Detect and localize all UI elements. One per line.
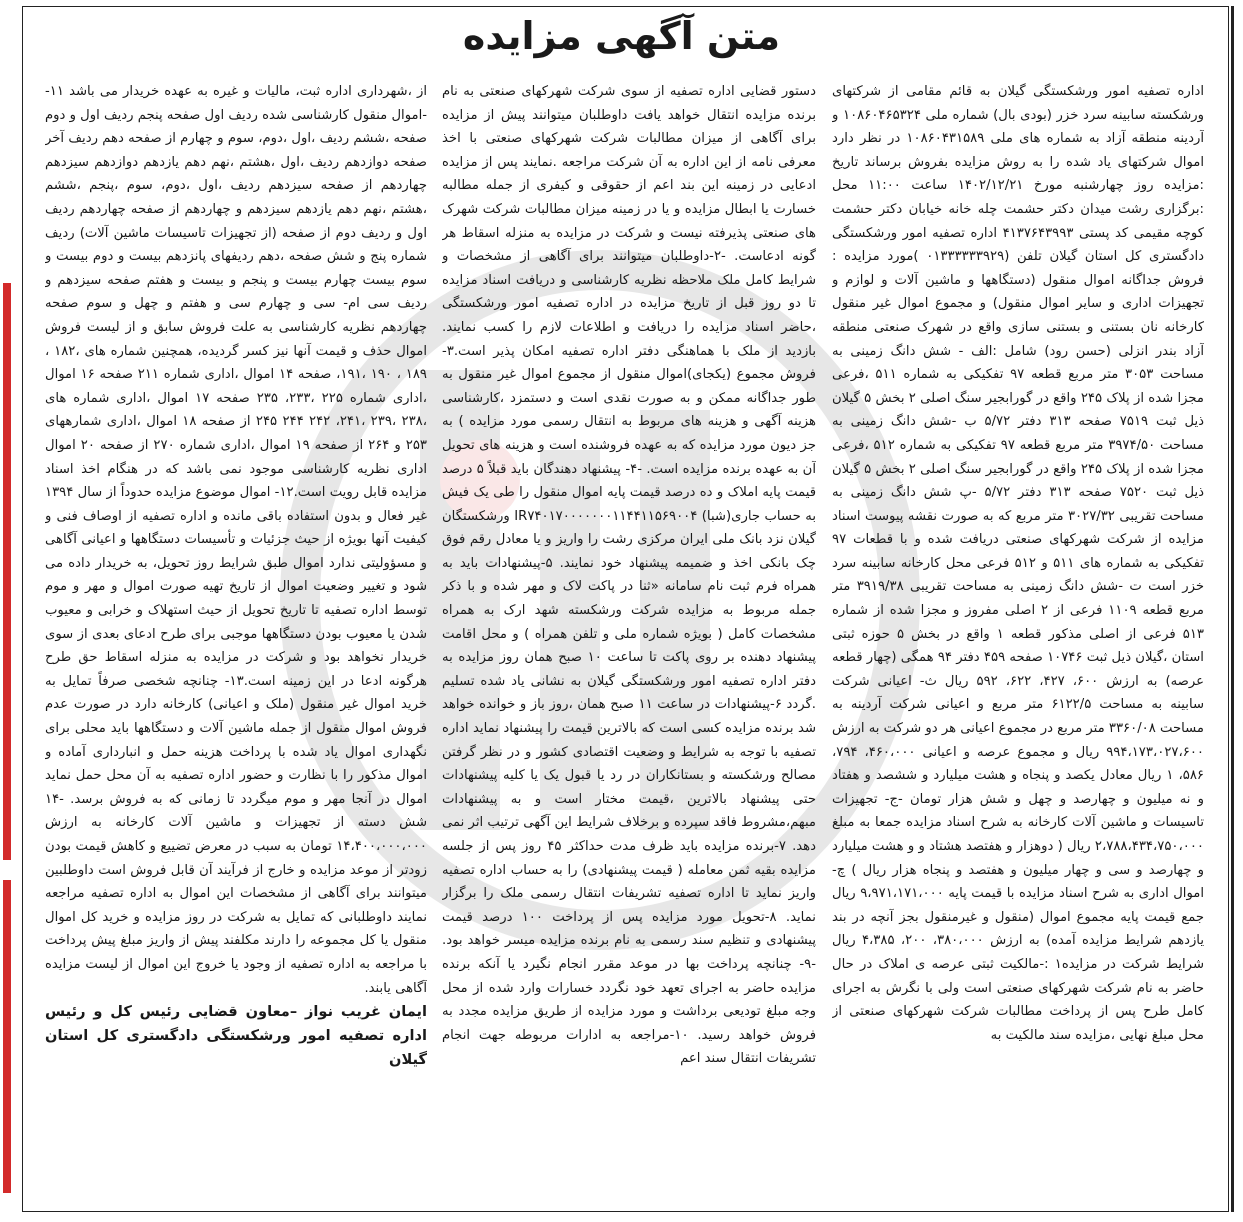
text-column-middle bbox=[442, 80, 816, 1186]
text-column-right bbox=[832, 80, 1204, 1186]
column-text: دستور قضایی اداره تصفیه از سوی شرکت شهرکهای صنعتی به نام برنده مزایده انتقال خواهد یافت داوطلبان میتوانند پیش از مزایده برای آگاهی از میزان مطالبات شرکت شهرکهای صنعتی با اخذ معرفی نامه از این اداره به آن شرکت مراجعه .نمایند پس از مزایده ادعایی در زمینه این بند اعم از حقوقی و کیفری از جمله مطالبه خسارت یا ابطال مزایده و یا در زمینه میزان مطالبات شرکت شهرک های صنعتی پذیرفته نیست و شرکت در مزایده به منزله اسقاط هر گونه ادعاست. -۲-داوطلبان میتوانند برای آگاهی از مشخصات و شرایط کامل ملک ملاحظه نظریه کارشناسی و دریافت اسناد مزایده تا دو روز قبل از تاریخ مزایده در اداره تصفیه امور ورشکستگی ،حاضر اسناد مزایده را دریافت و اطلاعات لازم را کسب نمایند. بازدید از ملک با هماهنگی دفتر اداره تصفیه امکان پذیر است.۳- فروش مجموع (یکجای)اموال منقول از مجموع اموال غیر منقول به طور جداگانه ممکن و به صورت نقدی است و دستمزد ،کارشناسی هزینه آگهی و هزینه های مربوط به انتقال رسمی مورد مزایده ) به جز دیون مورد مزایده که به عهده فروشنده است و هزینه های تحویل آن به عهده برنده مزایده است. -۴- پیشنهاد دهندگان باید قبلاً ۵ درصد قیمت پایه املاک و ده درصد قیمت پایه اموال منقول را طی یک فیش به حساب جاری(شبا) IR۷۴۰۱۷۰۰۰۰۰۰۰۱۱۴۴۱۱۵۶۹۰۰۴ ورشکستگان گیلان نزد بانک ملی ایران مرکزی رشت را واریز و یا معادل رقم فوق چک بانکی اخذ و ضمیمه پیشنهاد خود نمایند. ۵-پیشنهادات باید به همراه فرم ثبت نام سامانه «ثنا در پاکت لاک و مهر شده و با ذکر جمله مربوط به مزایده شرکت ورشکسته شهد ارک به همراه مشخصات کامل ( بویژه شماره ملی و تلفن همراه ) و محل اقامت پیشنهاد دهنده بر روی پاکت تا ساعت ۱۰ صبح همان روز مزایده به دفتر اداره تصفیه امور ورشکستگی گیلان به نشانی یاد شده تسلیم .گردد ۶-پیشنهادات در ساعت ۱۱ صبح همان ،روز باز و خوانده خواهد شد برنده مزایده کسی است که بالاترین قیمت را پیشنهاد نماید اداره تصفیه با توجه به شرایط و وضعیت اقتصادی کشور و در نظر گرفتن مصالح ورشکسته و بستانکاران در رد یا قبول یک یا کلیه پیشنهادات حتی پیشنهاد بالاترین ،قیمت مختار است و به پیشنهادات مبهم،مشروط فاقد سپرده و برخلاف شرایط این آگهی ترتیب اثر نمی دهد. ۷-برنده مزایده باید ظرف مدت حداکثر ۴۵ روز پس از جلسه مزایده بقیه ثمن معامله ( قیمت پیشنهادی) را به حساب اداره تصفیه واریز نماید تا اداره تصفیه تشریفات انتقال رسمی ملک را برگزار نماید. ۸-تحویل مورد مزایده پس از پرداخت ۱۰۰ درصد قیمت پیشنهادی و تنظیم سند رسمی به نام برنده مزایده میسر خواهد بود. -۹- چنانچه پرداخت بها در موعد مقرر انجام نگیرد یا آنکه برنده مزایده حاضر به اجرای تعهد خود نگردد خسارات وارد شده از محل وجه مبلغ تودیعی برداشت و مورد مزایده از طریق مزایده مجدد به فروش خواهد رسید. ۱۰-مراجعه به ادارات مربوطه جهت انجام تشریفات انتقال سند اعم bbox=[442, 84, 816, 1067]
column-text: از ،شهرداری اداره ثبت، مالیات و غیره به عهده خریدار می باشد ۱۱- -اموال منقول کارشناسی شده ردیف اول صفحه پنجم ردیف اول و دوم صفحه ،ششم ردیف ،اول ،دوم، سوم و چهارم از صفحه دهم ردیف آخر صفحه دوازدهم ردیف ،اول ،هشتم ،نهم دهم یازدهم دوازدهم سیزدهم چهاردهم از صفحه سیزدهم ردیف ،اول ،دوم، سوم ،پنجم ،ششم ،هشتم ،نهم دهم یازدهم سیزدهم و چهاردهم از صفحه چهاردهم ردیف اول و ردیف دوم از صفحه (از تجهیزات تاسیسات ماشین آلات) ردیف شماره پنج و شش صفحه ،دهم ردیفهای پانزدهم بیست و دوم بیست و سوم بیست چهارم بیست و پنجم و بیست و هفتم صفحه سیزدهم و ردیف سی ام- سی و چهارم سی و هفتم و چهل و سوم صفحه چهاردهم نظریه کارشناسی به علت فروش سابق و از لیست فروش اموال حذف و قیمت آنها نیز کسر گردیده، همچنین شماره های ،۱۸۲ ، ۱۸۹ ، ۱۹۰ ،۱۹۱، صفحه ۱۴ اموال ،اداری شماره ۲۱۱ صفحه ۱۶ اموال ،اداری شماره ۲۲۵ ،۲۳۳، ۲۳۵ صفحه ۱۷ اموال ،اداری شماره های ،۲۳۸ ،۲۳۹ ،۲۴۱، ۲۴۲ ۲۴۴ ۲۴۵ از صفحه ۱۸ اموال ،اداری شمارههای ۲۵۳ و ۲۶۴ از صفحه ۱۹ اموال ،اداری شماره ۲۷۰ از صفحه ۲۰ اموال اداری نظریه کارشناسی موجود نمی باشد که در هنگام اخذ اسناد مزایده قابل رویت است.۱۲- اموال موضوع مزایده حدوداً از سال ۱۳۹۴ غیر فعال و بدون استفاده باقی مانده و اداره تصفیه از اوصاف فنی و کیفیت آنها بویژه از حیث جزئیات و تأسیسات دستگاهها و اعیانی آگاهی و مسؤولیتی ندارد اموال طبق شرایط روز تحویل، به خریدار داده می شود و تغییر وضعیت اموال از تاریخ تهیه صورت اموال و مهر و موم توسط اداره تصفیه تا تاریخ تحویل از حیث استهلاک و خرابی و معیوب شدن یا معیوب بودن دستگاهها موجبی برای طرح ادعای بعدی از سوی خریدار نخواهد بود و شرکت در مزایده به منزله اسقاط حق طرح هرگونه ادعا در این زمینه است.۱۳- چنانچه شخصی صرفاً تمایل به خرید اموال غیر منقول (ملک و اعیانی) کارخانه دارد در صورت عدم فروش اموال منقول از جمله ماشین آلات و دستگاهها باید محلی برای نگهداری اموال یاد شده با پرداخت هزینه حمل و انبارداری آماده و اموال مذکور را با نظارت و حضور اداره تصفیه به آن محل حمل نماید اموال در آنجا مهر و موم میگردد تا زمانی که به فروش برسد. -۱۴ شش دسته از تجهیزات و ماشین آلات کارخانه به ارزش ۱۴،۴۰۰،۰۰۰،۰۰۰ تومان به سبب در معرض تضییع و کاهش قیمت بودن زودتر از موعد مزایده و خارج از فرآیند آن قابل فروش است داوطلبین میتوانند برای آگاهی از مشخصات این اموال به اداره تصفیه مراجعه نمایند داوطلبانی که تمایل به شرکت در روز مزایده و خرید کل اموال منقول یا کل مجموعه را دارند مکلفند پیش از واریز مبلغ پیش پرداخت با مراجعه به اداره تصفیه از وجود یا خروج این اموال از لیست مزایده آگاهی یابند. bbox=[45, 84, 427, 996]
column-text: اداره تصفیه امور ورشکستگی گیلان به قائم مقامی از شرکتهای ورشکسته سابینه سرد خزر (بودی بال) شماره ملی ۱۰۸۶۰۴۶۵۳۲۴ و آردینه منطقه آزاد به شماره های ملی ۱۰۸۶۰۴۳۱۵۸۹ در نظر دارد اموال شرکتهای یاد شده را به روش مزایده بفروش برساند تاریخ :مزایده روز چهارشنبه مورخ ۱۴۰۲/۱۲/۲۱ ساعت ۱۱:۰۰ محل :برگزاری رشت میدان دکتر حشمت چله خانه خیابان دکتر حشمت کوچه مقیمی کد پستی ۴۱۳۷۶۴۳۹۹۳ اداره تصفیه امور ورشکستگی دادگستری کل استان گیلان تلفن (۰۱۳۳۳۳۳۳۹۲۹ )مورد مزایده : فروش جداگانه اموال منقول (دستگاهها و ماشین آلات و لوازم و تجهیزات اداری و سایر اموال منقول) و مجموع اموال غیر منقول کارخانه نان بستنی و بستنی سازی واقع در شهرک صنعتی منطقه آزاد بندر انزلی (حسن رود) شامل :الف - شش دانگ زمینی به مساحت ۳۰۵۳ متر مربع قطعه ۹۷ تفکیکی به شماره ۵۱۱ ،فرعی مجزا شده از پلاک ۲۴۵ واقع در گورابجیر سنگ اصلی ۲ بخش ۵ گیلان ذیل ثبت ۷۵۱۹ صفحه ۳۱۳ دفتر ۵/۷۲ ب -شش دانگ زمینی به مساحت ۳۹۷۴/۵۰ متر مربع قطعه ۹۷ تفکیکی به شماره ۵۱۲ ،فرعی مجزا شده از پلاک ۲۴۵ واقع در گورابجیر سنگ اصلی ۲ بخش ۵ گیلان ذیل ثبت ۷۵۲۰ صفحه ۳۱۳ دفتر ۵/۷۲ -پ شش دانگ زمینی به مساحت تقریبی ۳۰۲۷/۳۲ متر مربع که به صورت نقشه پیوست اسناد مزایده از شرکت شهرکهای صنعتی دریافت شده و با قطعات ۹۷ تفکیکی به شماره های ۵۱۱ و ۵۱۲ فرعی محل کارخانه سابینه سرد خزر است ت -شش دانگ زمینی به مساحت تقریبی ۳۹۱۹/۳۸ متر مربع قطعه ۱۱۰۹ فرعی از ۲ اصلی مفروز و مجزا شده از شماره ۵۱۳ فرعی از اصلی مذکور قطعه ۱ واقع در بخش ۵ حوزه ثبتی استان ،گیلان ذیل ثبت ۱۰۷۴۶ صفحه ۴۵۹ دفتر ۹۴ همگی (چهار قطعه عرصه) به ارزش ۶۰۰، ۴۲۷، ۶۲۲، ۵۹۲ ریال ث- اعیانی شرکت سابینه به مساحت ۶۱۲۲/۵ متر مربع و اعیانی شرکت آردینه به مساحت ۳۳۶۰/۰۸ متر مربع در مجموع اعیانی هر دو شرکت به ارزش ۹۹۴،۱۷۳،۰۲۷،۶۰۰ ریال و مجموع عرصه و اعیانی ۴۶۰،۰۰۰، ۷۹۴، ۵۸۶، ۱ ریال معادل یکصد و پنجاه و هشت میلیارد و ششصد و هفتاد و نه میلیون و چهارصد و چهل و شش هزار تومان -ج- تجهیزات تاسیسات و ماشین آلات کارخانه به شرح اسناد مزایده جمعا به مبلغ ۲،۷۸۸،۴۳۴،۷۵۰،۰۰۰ ریال ( دوهزار و هفتصد هشتاد و و هشت میلیارد و چهارصد و سی و چهار میلیون و هفتصد و پنجاه هزار ریال ) چ- اموال اداری به شرح اسناد مزایده با قیمت پایه ۹،۹۷۱،۱۷۱،۰۰۰ ریال جمع قیمت پایه مجموع اموال (منقول و غیرمنقول بجز آنچه در بند یازدهم شرایط مزایده آمده) به ارزش ۳۸۰،۰۰۰، ۲۰۰، ۴،۳۸۵ ریال شرایط شرکت در مزایده۱ :-مالکیت ثبتی عرصه ی املاک در حال حاضر به نام شرکت شهرکهای صنعتی است ولی با نگرش به اجرای کامل طرح پس از پرداخت مطالبات شرکت شهرکهای صنعتی از محل مبلغ نهایی ،مزایده سند مالکیت به bbox=[832, 84, 1204, 1043]
red-margin-bar bbox=[3, 283, 11, 1193]
text-column-left bbox=[45, 80, 427, 1186]
page-title: متن آگهی مزایده bbox=[462, 14, 781, 58]
signature: ایمان غریب نواز –معاون قضایی رئیس کل و رئیس اداره تصفیه امور ورشکستگی دادگستری کل استان گیلان bbox=[45, 1003, 427, 1069]
right-edge-rule bbox=[1231, 6, 1234, 1212]
margin-gap bbox=[3, 860, 11, 880]
